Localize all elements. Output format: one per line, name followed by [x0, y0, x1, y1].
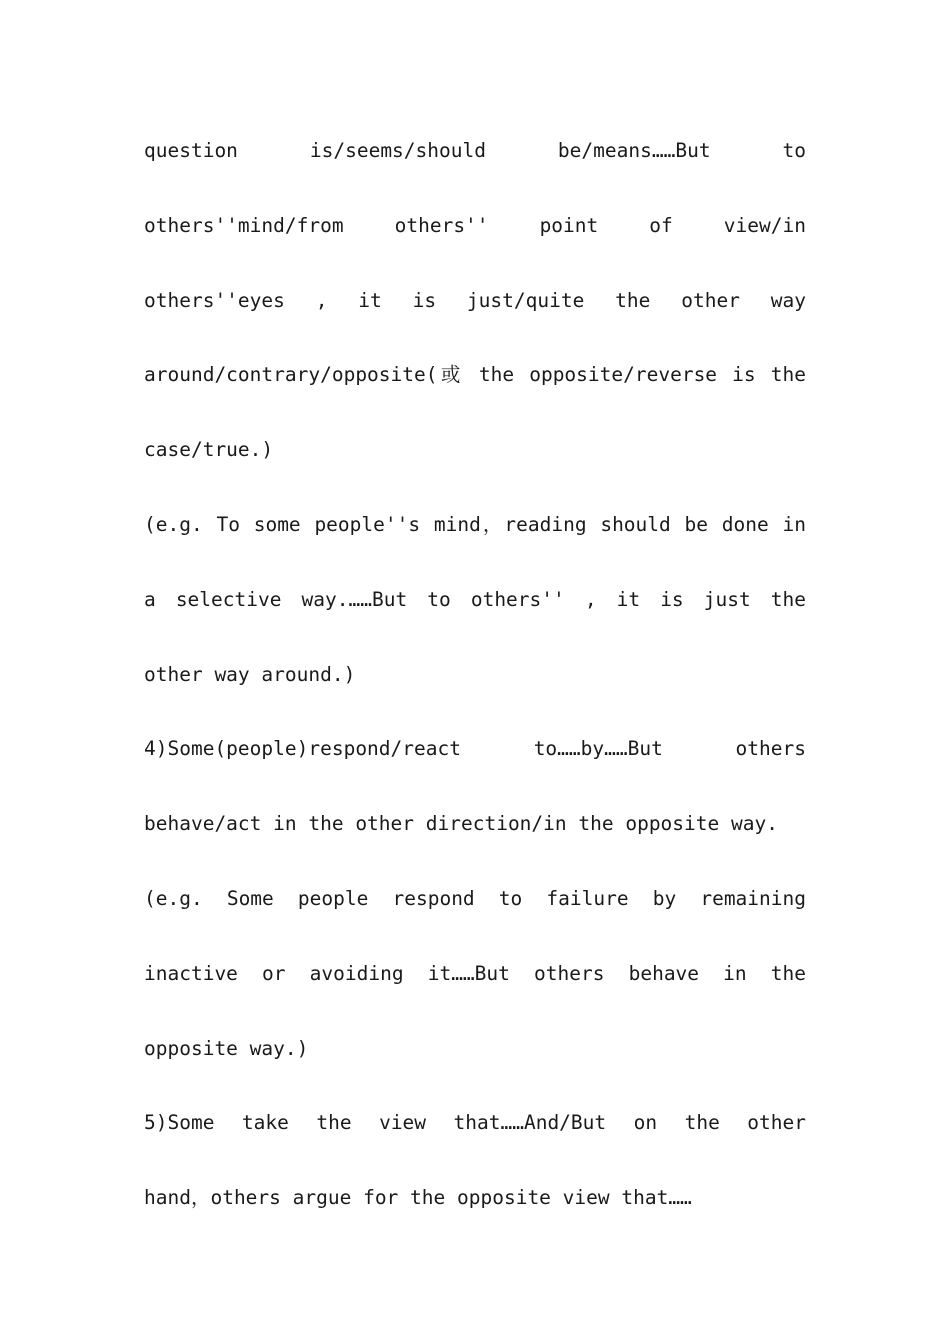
- text-line: others''mind/from others'' point of view/in: [144, 213, 806, 237]
- text-line: behave/act in the other direction/in the opposite way.: [144, 812, 778, 836]
- text-line: opposite way.): [144, 1036, 309, 1060]
- text-line: question is/seems/should be/means……But to: [144, 139, 806, 162]
- text-line: (e.g. To some people''s mind，reading should be done in: [144, 512, 806, 536]
- text-line: hand，others argue for the opposite view that……: [144, 1186, 692, 1210]
- text-line: a selective way.……But to others'' , it is just the: [144, 587, 806, 611]
- text-line: case/true.): [144, 438, 274, 462]
- text-line: around/contrary/opposite(或 the opposite/reverse is the: [144, 363, 806, 387]
- text-line: others''eyes , it is just/quite the other way: [144, 288, 806, 312]
- text-line: other way around.): [144, 662, 356, 686]
- text-line: 4)Some(people)respond/react to……by……But others: [144, 737, 806, 761]
- text-line: inactive or avoiding it……But others behave in the: [144, 961, 806, 985]
- body-text: [144, 114, 806, 1236]
- text-line: (e.g. Some people respond to failure by remaining: [144, 886, 806, 910]
- text-line: 5)Some take the view that……And/But on the other: [144, 1111, 806, 1135]
